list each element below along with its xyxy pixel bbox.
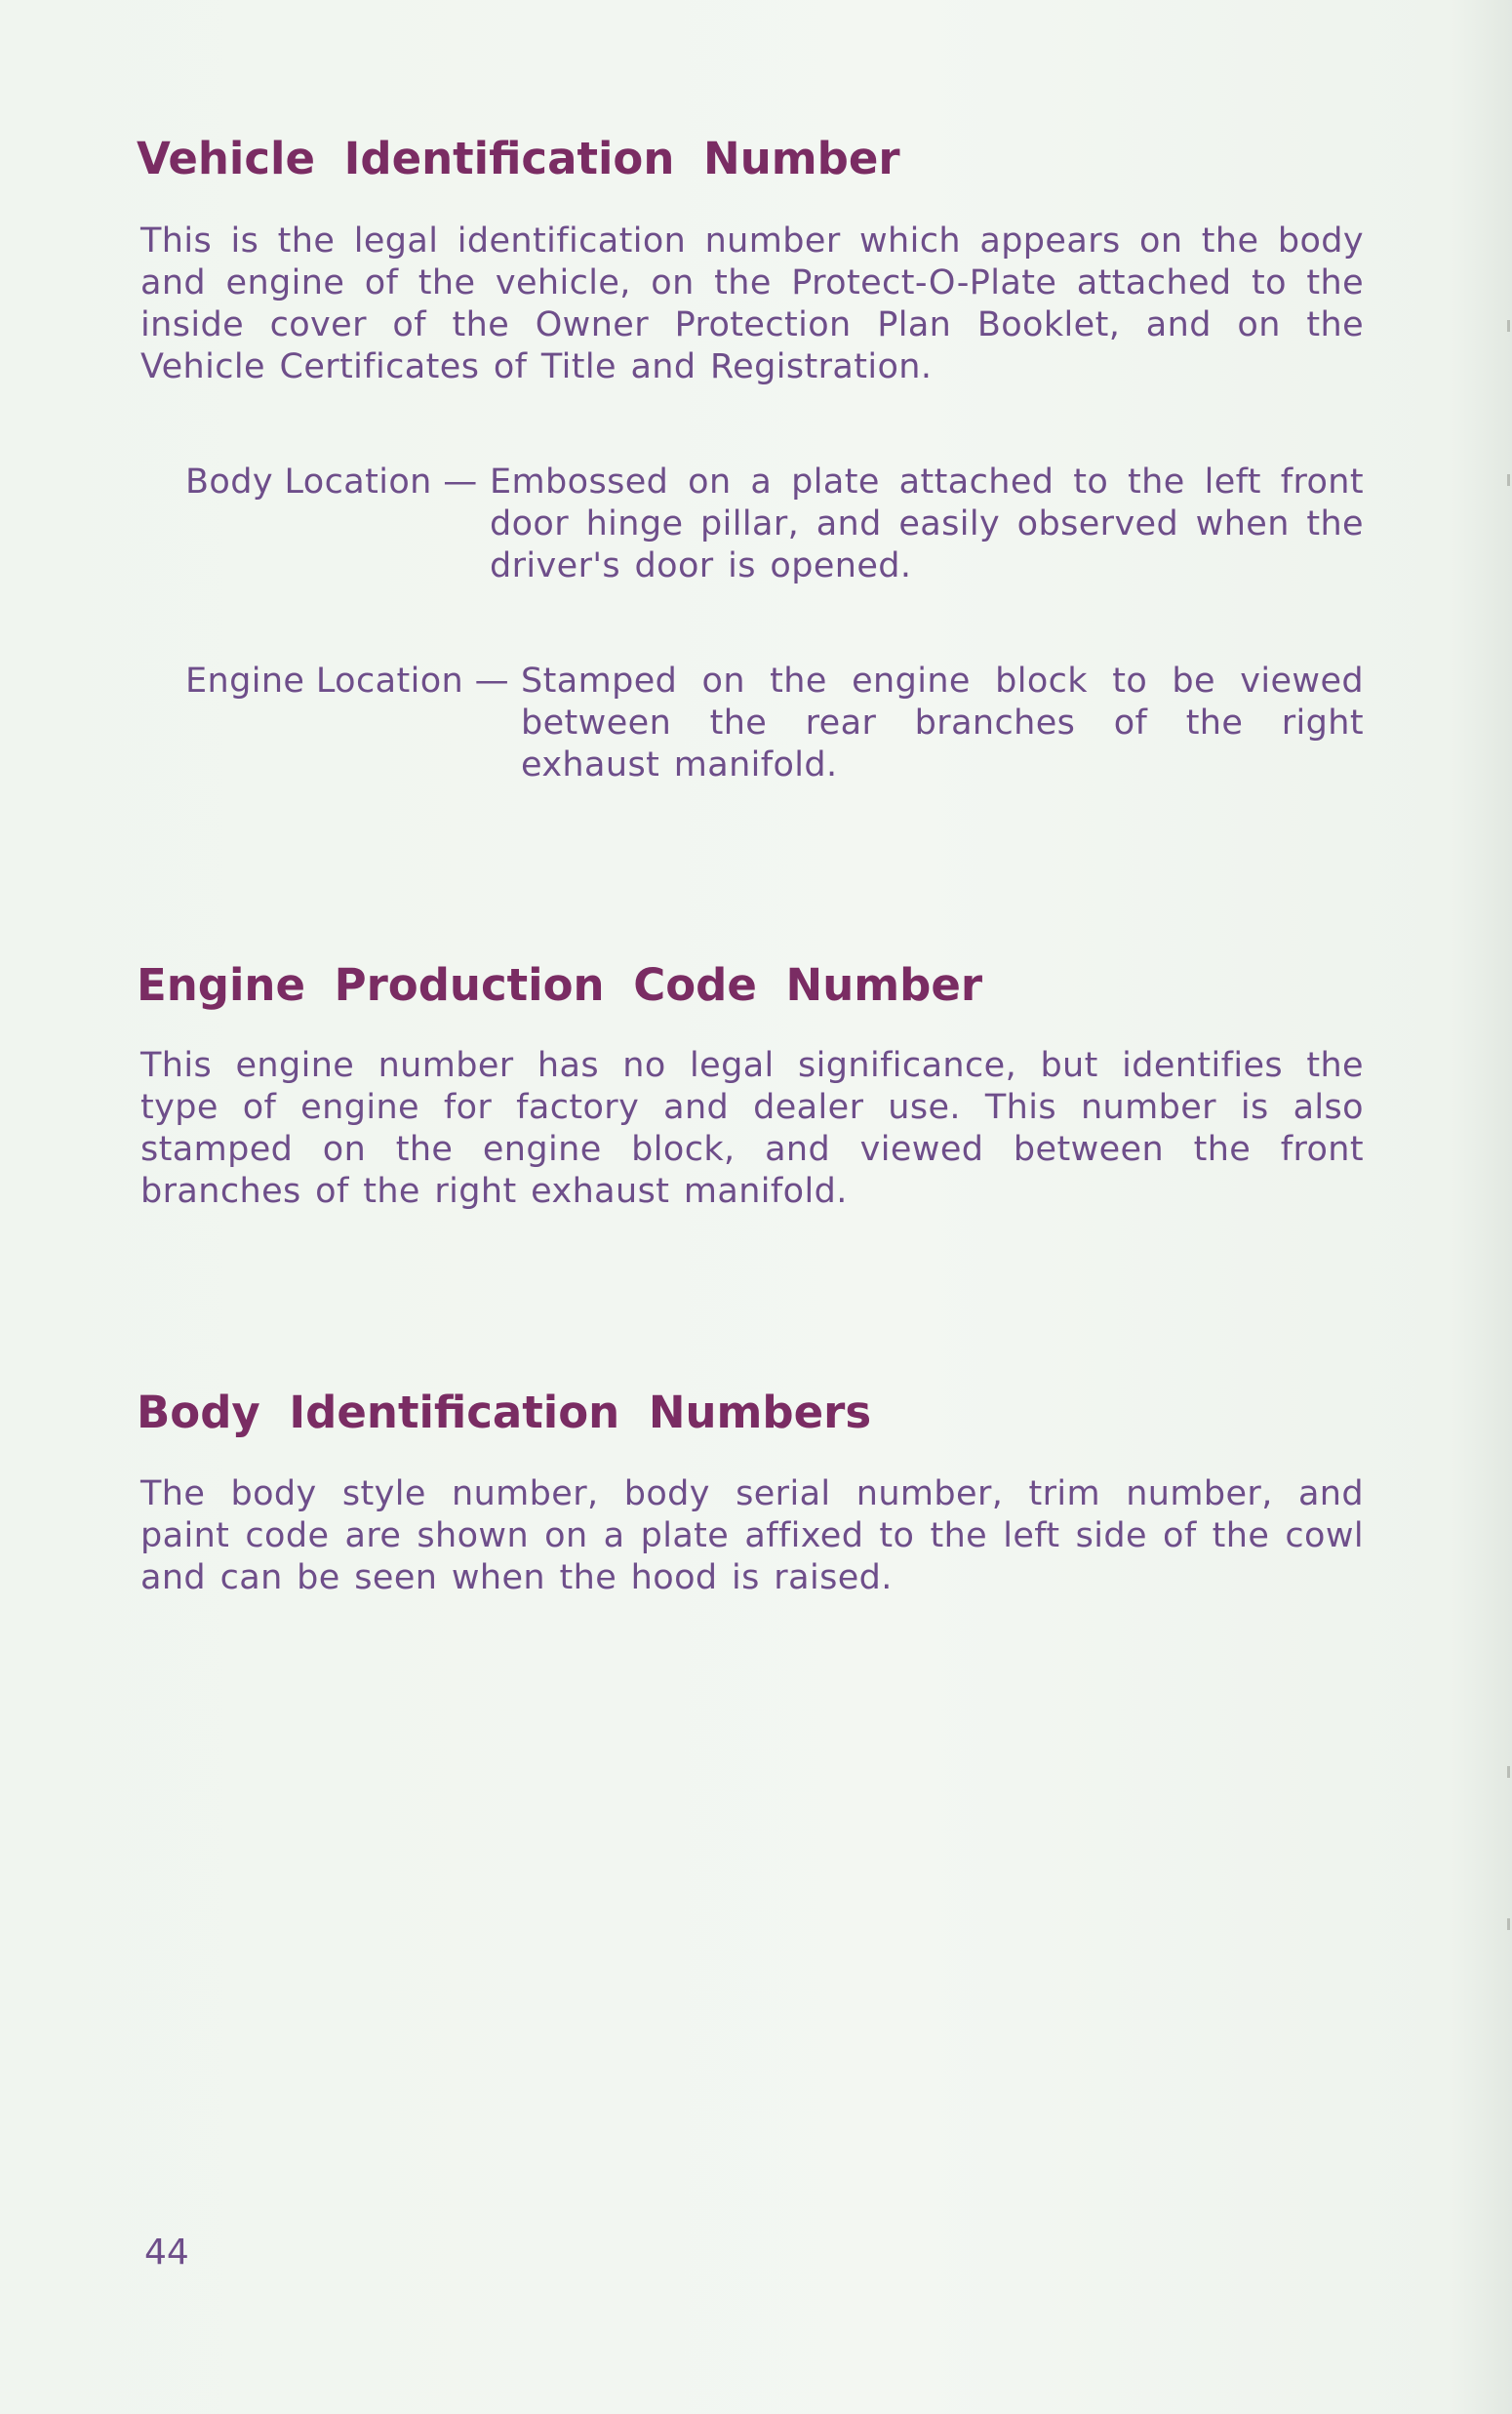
edge-mark: [1507, 1766, 1510, 1778]
vin-heading: Vehicle Identification Number: [137, 133, 900, 184]
edge-mark: [1507, 474, 1510, 486]
edge-mark: [1507, 320, 1510, 332]
edge-mark: [1507, 1918, 1510, 1930]
body-id-heading: Body Identification Numbers: [137, 1387, 872, 1438]
page-number: 44: [144, 2233, 189, 2273]
body-location-text: Embossed on a plate attached to the left front door hinge pillar, and easily observed when the driver's door is opened.: [490, 463, 1364, 585]
body-location-label: Body Location —: [185, 463, 478, 502]
engine-location-text: Stamped on the engine block to be viewed between the rear branches of the right exhaust manifold.: [521, 662, 1364, 785]
engine-code-paragraph: This engine number has no legal significance, but identifies the type of engine for factory and dealer use. This number is also stamped on the engine block, and viewed between the front branches of the right exhaust manifold.: [140, 1046, 1364, 1211]
vin-paragraph: This is the legal identification number which appears on the body and engine of the vehicle, on the Protect-O-Plate attached to the inside cover of the Owner Protection Plan Booklet, and on the Vehicle Certificates of Title and Registration.: [140, 221, 1364, 386]
engine-location-label: Engine Location —: [185, 662, 510, 701]
engine-code-heading: Engine Production Code Number: [137, 959, 983, 1011]
body-id-paragraph: The body style number, body serial number, trim number, and paint code are shown on a plate affixed to the left side of the cowl and can be seen when the hood is raised.: [140, 1474, 1364, 1597]
